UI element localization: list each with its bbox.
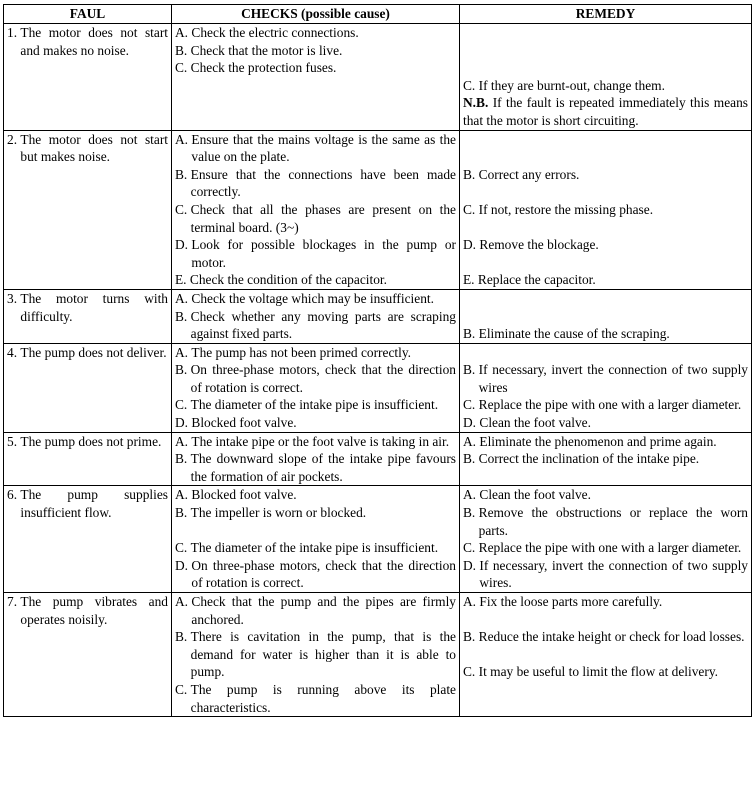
remedy-cell: [460, 486, 752, 593]
fault-number: 6.: [7, 487, 18, 503]
remedy-cell: [460, 130, 752, 289]
remedy-item: B. Correct any errors.: [463, 166, 580, 182]
remedy-item: D. Clean the foot valve.: [463, 415, 591, 431]
check-item: B. The impeller is worn or blocked.: [175, 505, 367, 521]
fault-cell: [4, 486, 172, 593]
check-item: A. Ensure that the mains voltage is the same as the value on the plate.: [175, 131, 456, 165]
remedy-item: C. It may be useful to limit the flow at delivery.: [463, 664, 718, 680]
fault-text: The motor does not start and makes no noise.: [20, 25, 168, 58]
check-item: D. Look for possible blockages in the pump or motor.: [175, 237, 456, 270]
fault-text: The pump does not prime.: [20, 433, 162, 449]
remedy-item: D. If necessary, invert the connection of two supply wires.: [463, 557, 748, 591]
remedy-cell: [460, 289, 752, 343]
checks-cell: [172, 289, 460, 343]
remedy-item: C. If they are burnt-out, change them.: [463, 77, 665, 93]
fault-number: 2.: [7, 131, 18, 147]
fault-text: The pump vibrates and operates noisily.: [20, 594, 168, 627]
remedy-cell: [460, 24, 752, 131]
checks-cell: [172, 432, 460, 486]
check-item: A. The pump has not been primed correctly.: [175, 344, 412, 360]
check-item: B. Ensure that the connections have been made correctly.: [175, 166, 456, 200]
table-row: [4, 593, 752, 717]
check-item: D. On three-phase motors, check that the direction of rotation is correct.: [175, 557, 456, 591]
table-row: [4, 432, 752, 486]
check-item: C. The diameter of the intake pipe is insufficient.: [175, 397, 439, 413]
check-item: B. There is cavitation in the pump, that is the demand for water is higher than it is able to pump.: [175, 629, 456, 680]
check-item: C. Check that all the phases are present on the terminal board. (3~): [175, 201, 456, 235]
remedy-cell: [460, 343, 752, 432]
remedy-item: D. Remove the blockage.: [463, 237, 599, 253]
fault-number: 5.: [7, 433, 18, 449]
remedy-item: E. Replace the capacitor.: [463, 272, 596, 288]
table-row: [4, 24, 752, 131]
remedy-item: C. Replace the pipe with one with a larger diameter.: [463, 540, 742, 556]
table-row: [4, 130, 752, 289]
checks-cell: [172, 24, 460, 131]
fault-text: The pump supplies insufficient flow.: [20, 487, 168, 521]
table-row: [4, 486, 752, 593]
remedy-item: B. Eliminate the cause of the scraping.: [463, 326, 670, 342]
fault-text: The motor does not start but makes noise.: [20, 131, 168, 165]
checks-cell: [172, 486, 460, 593]
check-item: C. The diameter of the intake pipe is insufficient.: [175, 540, 439, 556]
check-item: A. Check the electric connections.: [175, 25, 359, 40]
checks-cell: [172, 593, 460, 717]
fault-cell: [4, 343, 172, 432]
remedy-cell: [460, 432, 752, 486]
remedy-item: A. Eliminate the phenomenon and prime again.: [463, 433, 717, 449]
header-checks: CHECKS (possible cause): [172, 5, 460, 24]
header-remedy: REMEDY: [460, 5, 752, 24]
check-item: A. Check that the pump and the pipes are firmly anchored.: [175, 594, 456, 627]
checks-cell: [172, 130, 460, 289]
check-item: A. Blocked foot valve.: [175, 487, 297, 503]
remedy-item: A. Clean the foot valve.: [463, 487, 591, 503]
remedy-item: B. Remove the obstructions or replace the worn parts.: [463, 505, 748, 538]
fault-number: 1.: [7, 25, 18, 40]
note: [463, 94, 748, 129]
check-item: D. Blocked foot valve.: [175, 415, 297, 431]
note-text: If the fault is repeated immediately this means that the motor is short circuiting.: [463, 95, 748, 128]
checks-cell: [172, 343, 460, 432]
remedy-item: C. If not, restore the missing phase.: [463, 201, 654, 217]
check-item: B. Check that the motor is live.: [175, 42, 343, 58]
fault-text: The pump does not deliver.: [20, 344, 167, 360]
fault-number: 3.: [7, 290, 18, 306]
fault-cell: [4, 130, 172, 289]
note-label: N.B.: [463, 95, 489, 111]
remedy-item: B. Correct the inclination of the intake pipe.: [463, 451, 700, 467]
check-item: C. The pump is running above its plate characteristics.: [175, 681, 456, 715]
check-item: B. On three-phase motors, check that the direction of rotation is correct.: [175, 362, 456, 395]
fault-cell: [4, 593, 172, 717]
check-item: E. Check the condition of the capacitor.: [175, 272, 387, 288]
remedy-item: A. Fix the loose parts more carefully.: [463, 594, 663, 610]
check-item: B. The downward slope of the intake pipe favours the formation of air pockets.: [175, 451, 456, 484]
check-item: B. Check whether any moving parts are scraping against fixed parts.: [175, 308, 456, 342]
remedy-item: B. If necessary, invert the connection of two supply wires: [463, 362, 748, 395]
remedy-item: B. Reduce the intake height or check for load losses.: [463, 629, 745, 645]
check-item: A. The intake pipe or the foot valve is taking in air.: [175, 433, 450, 449]
fault-number: 4.: [7, 344, 18, 360]
check-item: C. Check the protection fuses.: [175, 60, 337, 76]
fault-cell: [4, 289, 172, 343]
fault-cell: [4, 432, 172, 486]
troubleshooting-table: [3, 4, 752, 717]
table-row: [4, 289, 752, 343]
header-fault: FAUL: [4, 5, 172, 24]
fault-text: The motor turns with difficulty.: [20, 290, 168, 324]
remedy-cell: [460, 593, 752, 717]
table-row: [4, 343, 752, 432]
header-row: [4, 5, 752, 24]
check-item: A. Check the voltage which may be insufficient.: [175, 290, 434, 306]
fault-cell: [4, 24, 172, 131]
remedy-item: C. Replace the pipe with one with a larger diameter.: [463, 397, 742, 413]
fault-number: 7.: [7, 594, 18, 610]
